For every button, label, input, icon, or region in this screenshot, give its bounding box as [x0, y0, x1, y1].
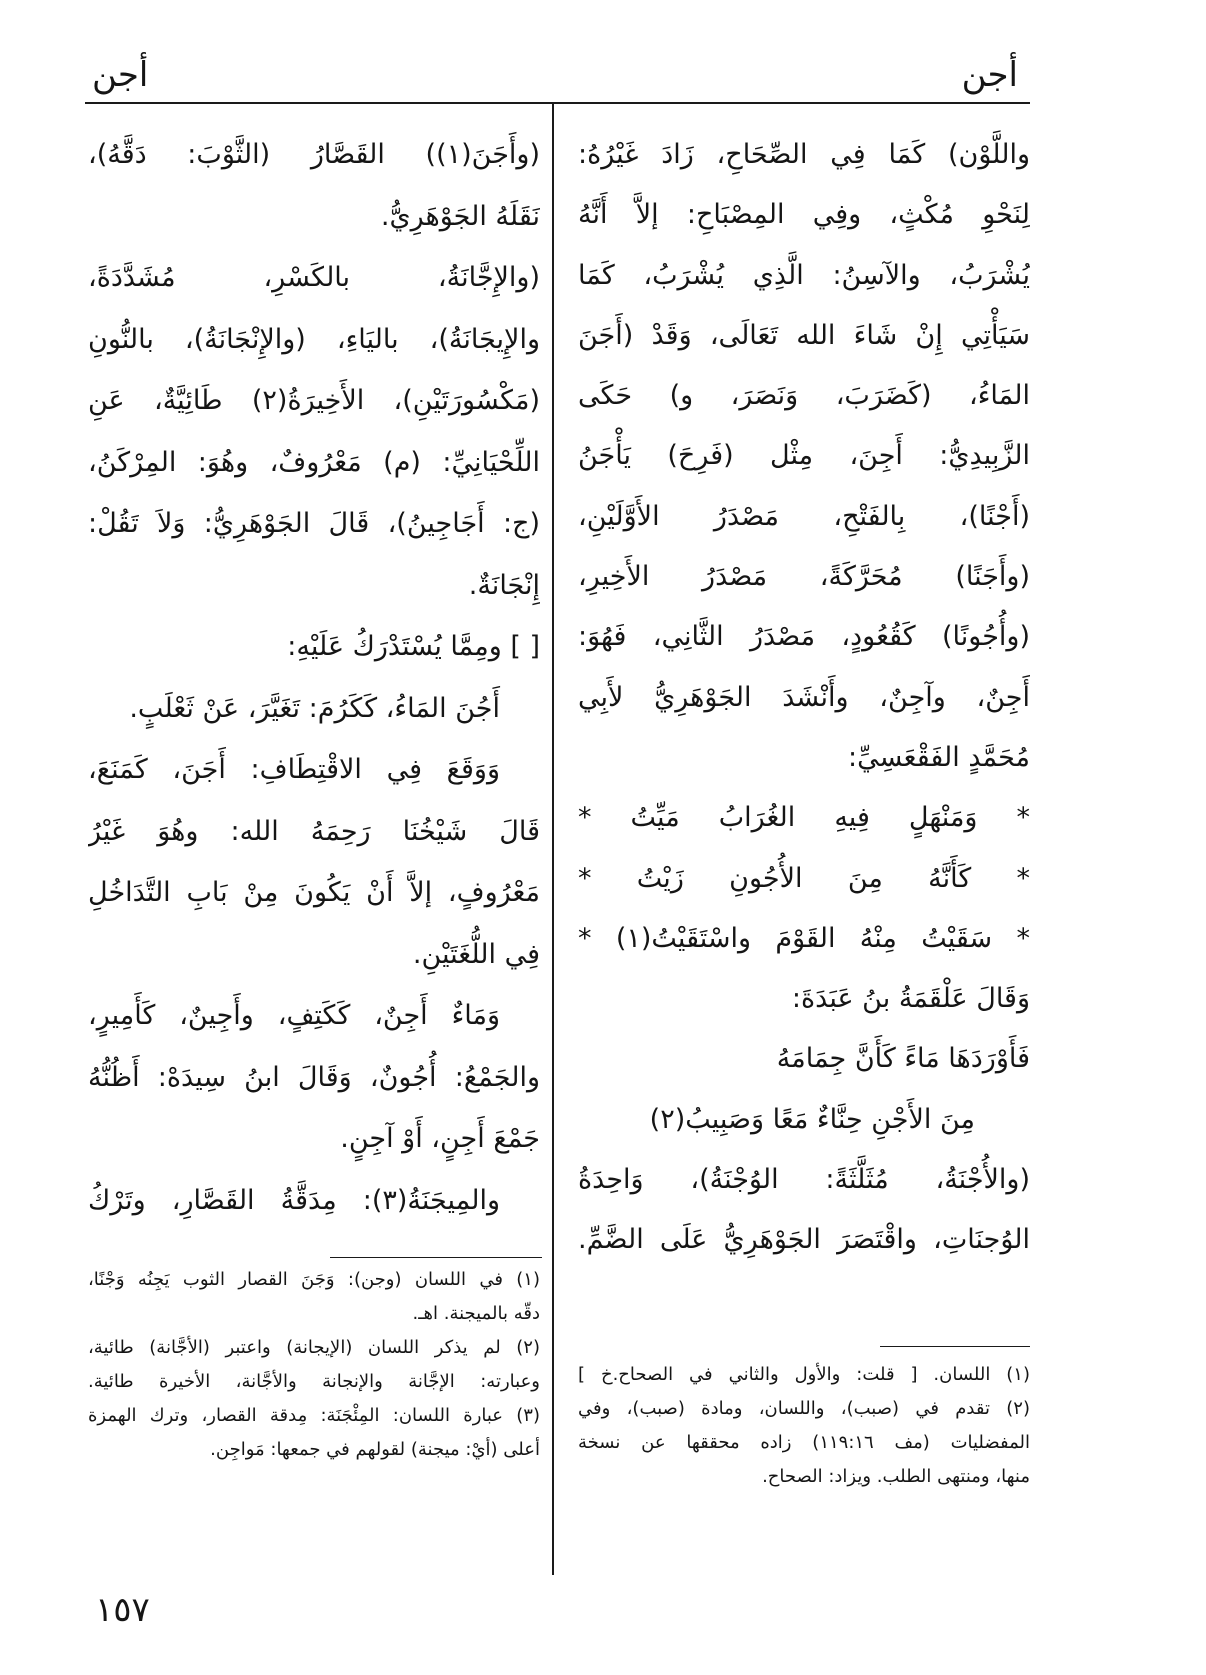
left-footnotes: [88, 1263, 540, 1467]
text-line: فِي اللُّغَتَيْنِ.: [412, 938, 540, 970]
text-line: الوُجنَاتِ، واقْتَصَرَ الجَوْهَرِيُّ عَلَى الضَّمِّ.: [578, 1224, 1030, 1256]
text-line: وَقَالَ عَلْقَمَةُ بنُ عَبَدَةَ:: [791, 983, 1030, 1015]
text-line: أَجُنَ المَاءُ، كَكَرُمَ: تَغَيَّرَ، عَنْ ثَعْلَبٍ.: [129, 692, 500, 724]
verse-line: * كَأَنَّهُ مِنَ الأُجُونِ زَيْتُ *: [578, 862, 1030, 894]
footnote-line: أعلى (أيْ: ميجنة) لقولهم في جمعها: مَواجِن.: [210, 1439, 540, 1460]
footnote-line: وعبارته: الإجَّانة والإنجانة والأجَّانة، الأخيرة طائية.: [88, 1371, 540, 1392]
header-rule: [85, 102, 1030, 104]
text-line: إِنْجَانَةٌ.: [468, 569, 540, 601]
text-line: (وأَجَنَ(١)) القَصَّارُ (الثَّوْبَ: دَقَّهُ)،: [88, 139, 540, 170]
text-line: (وأَجَنًا) مُحَرَّكَةً، مَصْدَرُ الأَخِيرِ،: [578, 561, 1030, 593]
left-column: [88, 124, 540, 1231]
text-line: المَاءُ، (كَضَرَبَ، وَنَصَرَ، و) حَكَى: [578, 380, 1030, 412]
text-line: نَقَلَهُ الجَوْهَرِيُّ.: [380, 200, 540, 232]
text-line: قَالَ شَيْخُنَا رَحِمَهُ الله: وهُوَ غَيْرُ: [88, 815, 540, 847]
page-number: ١٥٧: [95, 1590, 150, 1630]
verse-line: مِنَ الأَجْنِ حِنَّاءٌ مَعًا وَصَبِيبُ(٢): [649, 1103, 975, 1135]
section-heading: [ ] ومِمَّا يُسْتَدْرَكُ عَلَيْهِ:: [287, 631, 540, 662]
text-line: جَمْعَ أَجِنٍ، أَوْ آجِنٍ.: [340, 1123, 540, 1154]
text-line: (ج: أَجَاجِينُ)، قَالَ الجَوْهَرِيُّ: وَلاَ تَقُلْ:: [88, 508, 540, 539]
text-line: لِنَحْوِ مُكْثٍ، وفِي المِصْبَاحِ: إلاَّ أَنَّهُ: [578, 199, 1030, 231]
footnote-line: (١) اللسان. [ قلت: والأول والثاني في الصحاح.خ ]: [578, 1364, 1030, 1385]
footnote-line: دقّه بالميجنة. اهـ.: [412, 1303, 540, 1324]
text-line: (وأُجُونًا) كَقُعُودٍ، مَصْدَرُ الثَّانِي، فَهُوَ:: [578, 621, 1030, 653]
text-line: واللَّوْن) كَمَا فِي الصِّحَاحِ، زَادَ غَيْرُهُ:: [578, 139, 1030, 170]
text-line: أَجِنٌ، وآجِنٌ، وأَنْشَدَ الجَوْهَرِيُّ لأَبِي: [578, 681, 1030, 713]
text-line: والجَمْعُ: أُجُونٌ، وَقَالَ ابنُ سِيدَهْ: أَظُنُّهُ: [88, 1061, 540, 1093]
footnote-line: (١) في اللسان (وجن): وَجَنَ القصار الثوب يَجِنُه وَجْنًا،: [88, 1269, 540, 1290]
text-line: الزَّبِيدِيُّ: أَجِنَ، مِثْل (فَرِحَ) يَأْجَنُ: [578, 440, 1030, 472]
text-line: (أَجْنًا)، بِالفَتْحِ، مَصْدَرُ الأَوَّلَيْنِ،: [578, 500, 1030, 532]
verse-line: * وَمَنْهَلٍ فِيهِ الغُرَابُ مَيِّتُ *: [578, 802, 1030, 834]
text-line: سَيَأْتِي إِنْ شَاءَ الله تَعَالَى، وَقَدْ (أَجَنَ: [578, 319, 1030, 351]
text-line: وَوَقَعَ فِي الاقْتِطَافِ: أَجَنَ، كَمَنَعَ،: [88, 754, 500, 785]
text-line: (والأُجْنَةُ، مُثَلَّثَةً: الوُجْنَةُ)، وَاحِدَةُ: [578, 1164, 1030, 1196]
footnote-rule: [880, 1346, 1030, 1347]
footnote-rule: [330, 1257, 542, 1258]
text-line: مَعْرُوفٍ، إلاَّ أَنْ يَكُونَ مِنْ بَابِ التَّدَاخُلِ: [88, 877, 540, 908]
footnote-line: منها، ومنتهى الطلب. ويزاد: الصحاح.: [762, 1466, 1030, 1487]
text-line: مُحَمَّدٍ الفَقْعَسِيِّ:: [847, 741, 1030, 773]
verse-line: * سَقَيْتُ مِنْهُ القَوْمَ واسْتَقَيْتُ(١) *: [578, 922, 1030, 954]
right-column: [578, 125, 1030, 1271]
right-footnotes: [578, 1358, 1030, 1494]
text-line: والإِيجَانَةُ)، باليَاءِ، (والإِنْجَانَةُ)، بالنُّونِ: [88, 323, 540, 355]
footnote-line: (٢) لم يذكر اللسان (الإيجانة) واعتبر (الأجَّانة) طائية،: [88, 1337, 540, 1358]
text-line: يُشْرَبُ، والآسِنُ: الَّذِي يُشْرَبُ، كَمَا: [578, 259, 1030, 291]
text-line: والمِيجَنَةُ(٣): مِدَقَّةُ القَصَّارِ، وتَرْكُ: [88, 1184, 500, 1216]
footnote-line: المفضليات (مف ١١٩:١٦) زاده محققها عن نسخة: [578, 1432, 1030, 1453]
verse-line: فَأَوْرَدَهَا مَاءً كَأَنَّ جِمَامَهُ: [776, 1043, 1030, 1075]
text-line: اللِّحْيَانِيِّ: (م) مَعْرُوفٌ، وهُوَ: المِرْكَنُ،: [88, 446, 540, 478]
footnote-line: (٣) عبارة اللسان: المِئْجَنَة: مِدقة القصار، وترك الهمزة: [88, 1405, 540, 1426]
running-head-left: أجن: [92, 55, 149, 95]
footnote-line: (٢) تقدم في (صبب)، واللسان، ومادة (صبب)، وفي: [578, 1398, 1030, 1419]
text-line: (والإِجَّانَةُ، بالكَسْرِ، مُشَدَّدَةً،: [88, 262, 540, 293]
text-line: وَمَاءٌ أَجِنٌ، كَكَتِفٍ، وأَجِينٌ، كَأَمِيرٍ،: [88, 1000, 500, 1031]
running-head-right: أجن: [961, 55, 1018, 95]
text-line: (مَكْسُورَتَيْنِ)، الأَخِيرَةُ(٢) طَائِيَّةٌ، عَنِ: [88, 385, 540, 416]
column-divider: [552, 103, 554, 1575]
